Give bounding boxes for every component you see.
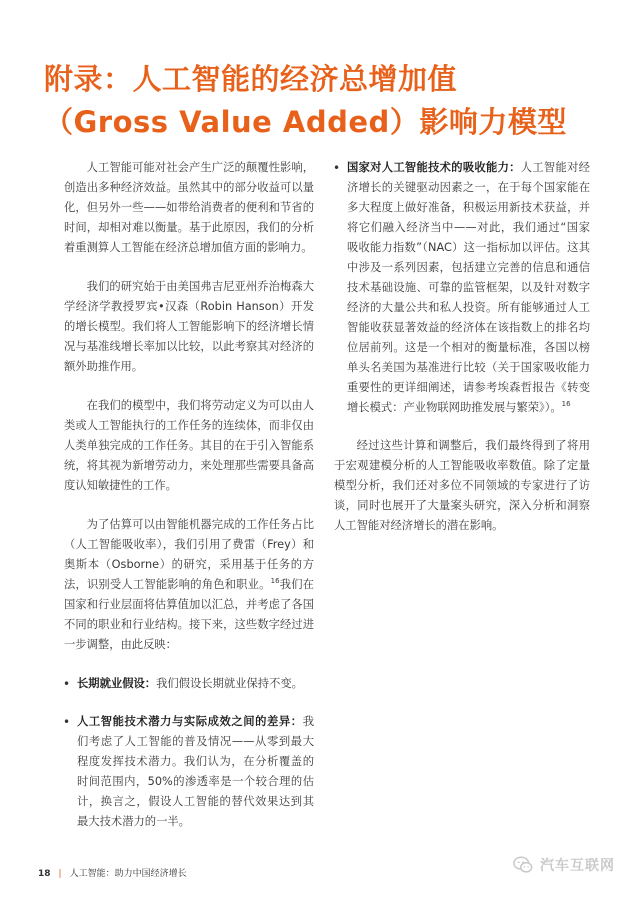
list-item-text: 我们考虑了人工智能的普及情况——从零到最大程度发挥技术潜力。我们认为，在分析覆盖的时间范围内，50%的渗透率是一个较合理的估计，换言之，假设人工智能的替代效果达到其最大技术潜力的一半。 xyxy=(77,715,314,828)
page-number: 18 xyxy=(38,869,51,879)
footer-separator: | xyxy=(58,869,62,879)
absorption-rate-paragraph xyxy=(64,515,314,655)
title-line-2: （Gross Value Added）影响力模型 xyxy=(44,105,567,139)
list-item xyxy=(334,158,590,418)
conclusion-paragraph: 经过这些计算和调整后，我们最终得到了将用于宏观建模分析的人工智能吸收率数值。除了定量模型分析，我们还对多位不同领域的专家进行了访谈，同时也展开了大量案头研究，深入分析和洞察人工智能对经济增长的潜在影响。 xyxy=(334,439,590,532)
bullet-icon: • xyxy=(63,677,71,691)
list-item-title: 长期就业假设： xyxy=(77,677,157,690)
growth-model-paragraph: 我们的研究始于由美国弗吉尼亚州乔治梅森大学经济学教授罗宾•汉森（Robin Hanson）开发的增长模型。我们将人工智能影响下的经济增长情况与基准线增长率加以比较，以此考察其对经济的额外助推作用。 xyxy=(64,280,314,373)
page-title xyxy=(44,58,604,144)
absorption-capacity-list xyxy=(334,158,590,418)
adjustment-list xyxy=(64,674,314,832)
footnote-ref: 16 xyxy=(561,400,571,409)
footer-doc-title: 人工智能：助力中国经济增长 xyxy=(69,869,187,879)
bullet-icon: • xyxy=(63,715,71,729)
absorption-text-2: 我们在国家和行业层面将估算值加以汇总，并考虑了各国不同的职业和行业结构。接下来，这些数字经过进一步调整，由此反映： xyxy=(64,578,314,651)
absorption-text-1: 为了估算可以由智能机器完成的工作任务占比（人工智能吸收率），我们引用了费雷（Frey）和奥斯本（Osborne）的研究，采用基于任务的方法，识别受人工智能影响的角色和职业。 xyxy=(64,518,314,591)
labor-definition-paragraph: 在我们的模型中，我们将劳动定义为可以由人类或人工智能执行的工作任务的连续体，而非仅由人类单独完成的工作任务。其目的在于引入智能系统，将其视为新增劳动力，来处理那些需要具备高度认知敏捷性的工作。 xyxy=(64,399,314,492)
list-item-title: 国家对人工智能技术的吸收能力： xyxy=(347,161,521,174)
intro-paragraph: 人工智能可能对社会产生广泛的颠覆性影响，创造出多种经济效益。虽然其中的部分收益可以量化，但另外一些——如带给消费者的便利和节省的时间，却相对难以衡量。基于此原因，我们的分析着重测算人工智能在经济总增加值方面的影响力。 xyxy=(64,161,314,254)
watermark-text: 汽车互联网 xyxy=(540,858,615,874)
wechat-icon xyxy=(512,854,534,876)
footnote-ref: 16 xyxy=(270,577,280,586)
list-item xyxy=(64,712,314,832)
list-item-text: 人工智能对经济增长的关键驱动因素之一，在于每个国家能在多大程度上做好准备，积极运用新技术获益，并将它们融入经济当中——对此，我们通过“国家吸收能力指数”（NAC）这一指标加以评估。这其中涉及一系列因素，包括建立完善的信息和通信技术基础设施、可靠的监管框架，以及针对数字经济的大量公共和私人投资。所有能够通过人工智能收获显著效益的经济体在该指数上的排名均位居前列。这是一个相对的衡量标准，各国以榜单头名美国为基准进行比较（关于国家吸收能力重要性的更详细阐述，请参考埃森哲报告《转变增长模式：产业物联网助推发展与繁荣》）。 xyxy=(347,161,590,414)
title-line-1: 附录：人工智能的经济总增加值 xyxy=(44,62,458,96)
left-column xyxy=(64,158,314,850)
right-column xyxy=(334,158,590,555)
list-item xyxy=(64,674,314,694)
page-footer xyxy=(38,866,187,879)
list-item-title: 人工智能技术潜力与实际成效之间的差异： xyxy=(77,715,303,728)
watermark xyxy=(512,852,630,878)
list-item-text: 我们假设长期就业保持不变。 xyxy=(156,677,303,690)
bullet-icon: • xyxy=(333,161,341,175)
